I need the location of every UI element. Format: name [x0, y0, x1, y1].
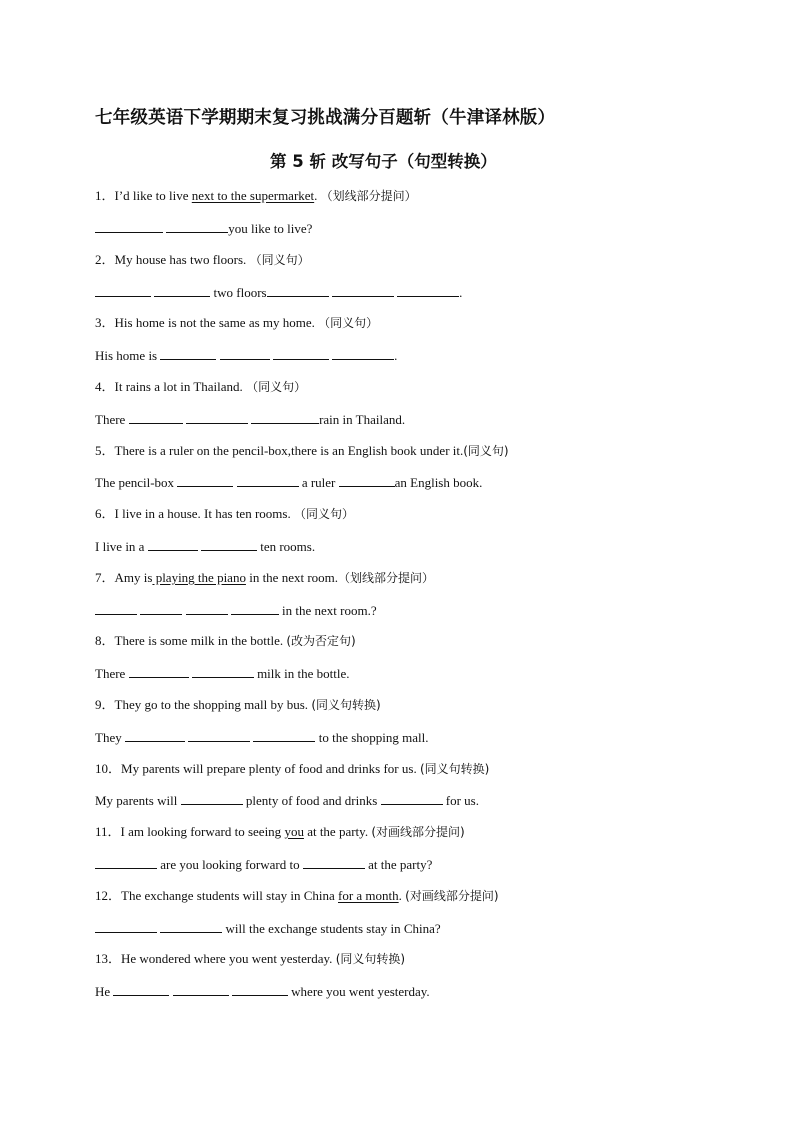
- answer-blank[interactable]: [166, 220, 228, 233]
- answer-blank[interactable]: [186, 602, 228, 615]
- question-5: 5．There is a ruler on the pencil-box,there is an English book under it.(同义句): [95, 443, 509, 458]
- answer-blank[interactable]: [186, 411, 248, 424]
- answer-blank[interactable]: [95, 220, 163, 233]
- question-6: 6．I live in a house. It has ten rooms. （同义句）: [95, 506, 354, 521]
- answer-8: There milk in the bottle.: [95, 666, 350, 681]
- answer-blank[interactable]: [160, 920, 222, 933]
- question-7: 7．Amy is playing the piano in the next room.（划线部分提问）: [95, 570, 435, 585]
- answer-blank[interactable]: [381, 792, 443, 805]
- question-11: 11．I am looking forward to seeing you at the party. (对画线部分提问): [95, 824, 465, 839]
- underlined-phrase: next to the supermarket: [191, 188, 315, 203]
- answer-blank[interactable]: [125, 729, 185, 742]
- question-2: 2．My house has two floors. （同义句）: [95, 252, 310, 267]
- answer-blank[interactable]: [140, 602, 182, 615]
- question-10: 10．My parents will prepare plenty of food and drinks for us. (同义句转换): [95, 761, 490, 776]
- document-title: 七年级英语下学期期末复习挑战满分百题斩（牛津译林版）: [95, 108, 556, 128]
- answer-blank[interactable]: [95, 602, 137, 615]
- underlined-phrase: for a month: [338, 888, 399, 903]
- answer-1: you like to live?: [95, 220, 312, 237]
- answer-blank[interactable]: [181, 792, 243, 805]
- answer-blank[interactable]: [160, 347, 216, 360]
- answer-2: two floors .: [95, 284, 462, 301]
- answer-10: My parents will plenty of food and drinks for us.: [95, 793, 479, 808]
- answer-blank[interactable]: [113, 983, 169, 996]
- question-1: 1．I’d like to live next to the supermarket. （划线部分提问）: [95, 188, 417, 203]
- answer-blank[interactable]: [95, 284, 151, 297]
- section-title: 第 5 斩 改写句子（句型转换）: [270, 152, 497, 171]
- answer-blank[interactable]: [339, 474, 395, 487]
- answer-blank[interactable]: [220, 347, 270, 360]
- answer-blank[interactable]: [231, 602, 279, 615]
- answer-blank[interactable]: [188, 729, 250, 742]
- answer-5: The pencil-box a ruler an English book.: [95, 475, 483, 490]
- answer-blank[interactable]: [332, 347, 394, 360]
- answer-blank[interactable]: [251, 411, 319, 424]
- answer-blank[interactable]: [129, 411, 183, 424]
- question-9: 9．They go to the shopping mall by bus. (同义句转换): [95, 697, 381, 712]
- answer-13: He where you went yesterday.: [95, 984, 430, 999]
- underlined-phrase: playing the piano: [152, 570, 246, 585]
- question-4: 4．It rains a lot in Thailand. （同义句）: [95, 379, 307, 394]
- answer-11: are you looking forward to at the party?: [95, 856, 432, 873]
- answer-12: will the exchange students stay in China?: [95, 920, 441, 937]
- answer-blank[interactable]: [273, 347, 329, 360]
- answer-blank[interactable]: [303, 856, 365, 869]
- answer-blank[interactable]: [95, 920, 157, 933]
- question-8: 8．There is some milk in the bottle. (改为否定句): [95, 633, 356, 648]
- question-12: 12．The exchange students will stay in China for a month. (对画线部分提问): [95, 888, 499, 903]
- answer-blank[interactable]: [95, 856, 157, 869]
- answer-blank[interactable]: [267, 284, 329, 297]
- answer-blank[interactable]: [129, 665, 189, 678]
- answer-6: I live in a ten rooms.: [95, 539, 316, 554]
- question-3: 3．His home is not the same as my home. （同义句）: [95, 315, 379, 330]
- answer-blank[interactable]: [232, 983, 288, 996]
- answer-9: They to the shopping mall.: [95, 730, 429, 745]
- answer-blank[interactable]: [192, 665, 254, 678]
- question-13: 13．He wondered where you went yesterday. (同义句转换): [95, 951, 406, 966]
- answer-blank[interactable]: [253, 729, 315, 742]
- answer-blank[interactable]: [201, 538, 257, 551]
- answer-blank[interactable]: [148, 538, 198, 551]
- answer-4: There rain in Thailand.: [95, 412, 406, 427]
- answer-blank[interactable]: [173, 983, 229, 996]
- answer-blank[interactable]: [177, 474, 233, 487]
- answer-3: His home is .: [95, 348, 398, 363]
- answer-blank[interactable]: [332, 284, 394, 297]
- answer-blank[interactable]: [237, 474, 299, 487]
- answer-blank[interactable]: [154, 284, 210, 297]
- answer-7: in the next room.?: [95, 602, 377, 619]
- underlined-phrase: you: [284, 824, 304, 839]
- answer-blank[interactable]: [397, 284, 459, 297]
